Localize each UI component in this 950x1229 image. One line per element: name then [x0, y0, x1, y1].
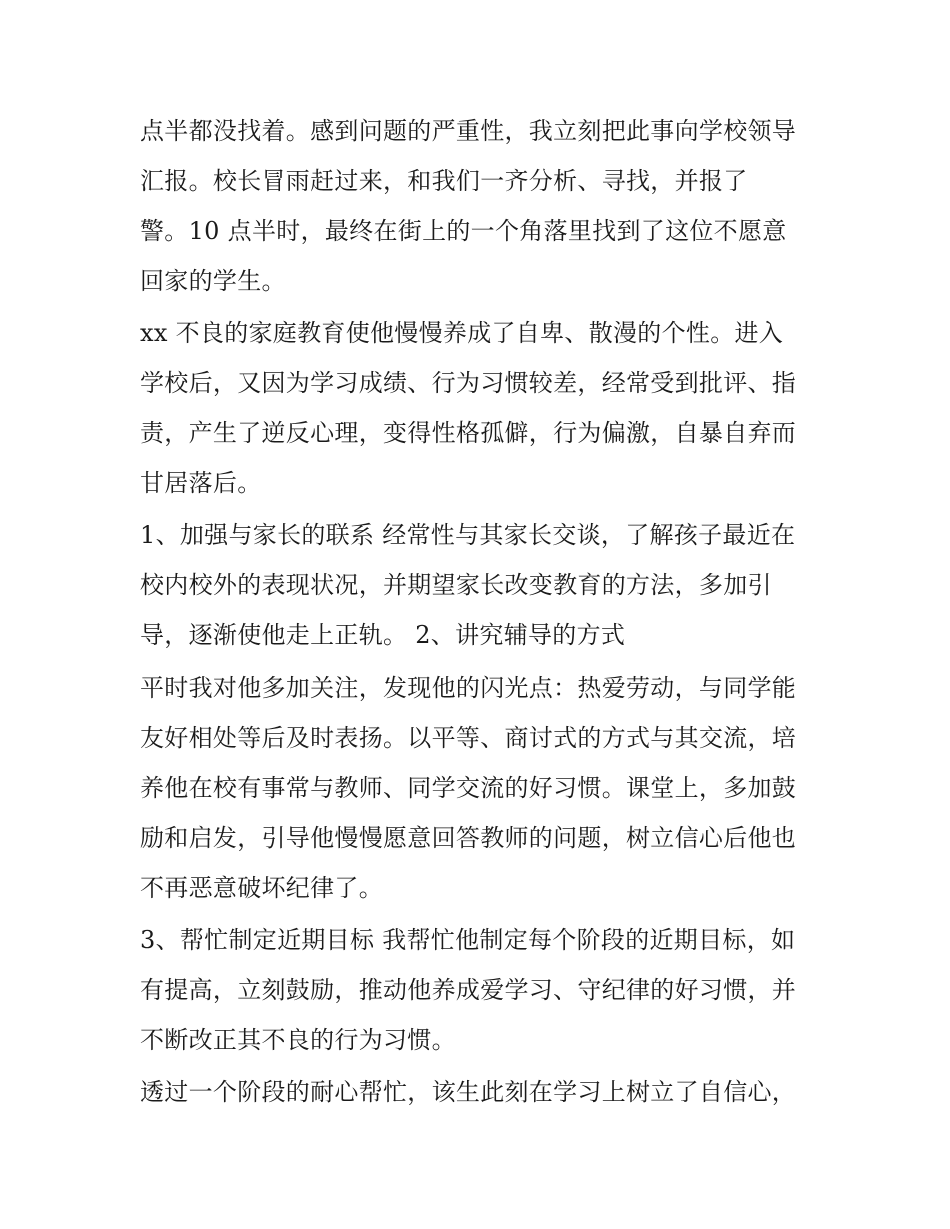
text-line: 透过一个阶段的耐心帮忙，该生此刻在学习上树立了自信心， [140, 1078, 797, 1106]
text-line: 责，产生了逆反心理，变得性格孤僻，行为偏激，自暴自弃而 [140, 419, 797, 447]
text-line: 甘居落后。 [140, 469, 262, 497]
text-line: xx 不良的家庭教育使他慢慢养成了自卑、散漫的个性。进入 [140, 319, 784, 347]
text-line: 不再恶意破坏纪律了。 [140, 874, 383, 902]
text-line: 励和启发，引导他慢慢愿意回答教师的问题，树立信心后他也 [140, 824, 797, 852]
text-line: 不断改正其不良的行为习惯。 [140, 1026, 456, 1054]
text-line: 回家的学生。 [140, 267, 286, 295]
text-line: 导，逐渐使他走上正轨。 2、讲究辅导的方式 [140, 621, 626, 649]
text-line: 3、帮忙制定近期目标 我帮忙他制定每个阶段的近期目标，如 [140, 926, 796, 954]
text-line: 有提高，立刻鼓励，推动他养成爱学习、守纪律的好习惯，并 [140, 976, 797, 1004]
text-line: 1、加强与家长的联系 经常性与其家长交谈，了解孩子最近在 [140, 521, 796, 549]
text-line: 警。10 点半时，最终在街上的一个角落里找到了这位不愿意 [140, 217, 787, 245]
text-line: 汇报。校长冒雨赶过来，和我们一齐分析、寻找，并报了 [140, 167, 748, 195]
text-line: 点半都没找着。感到问题的严重性，我立刻把此事向学校领导 [140, 117, 797, 145]
text-line: 友好相处等后及时表扬。以平等、商讨式的方式与其交流，培 [140, 724, 797, 752]
text-line: 平时我对他多加关注，发现他的闪光点：热爱劳动，与同学能 [140, 674, 797, 702]
text-line: 校内校外的表现状况，并期望家长改变教育的方法，多加引 [140, 571, 772, 599]
text-line: 养他在校有事常与教师、同学交流的好习惯。课堂上，多加鼓 [140, 774, 797, 802]
text-line: 学校后，又因为学习成绩、行为习惯较差，经常受到批评、指 [140, 369, 797, 397]
